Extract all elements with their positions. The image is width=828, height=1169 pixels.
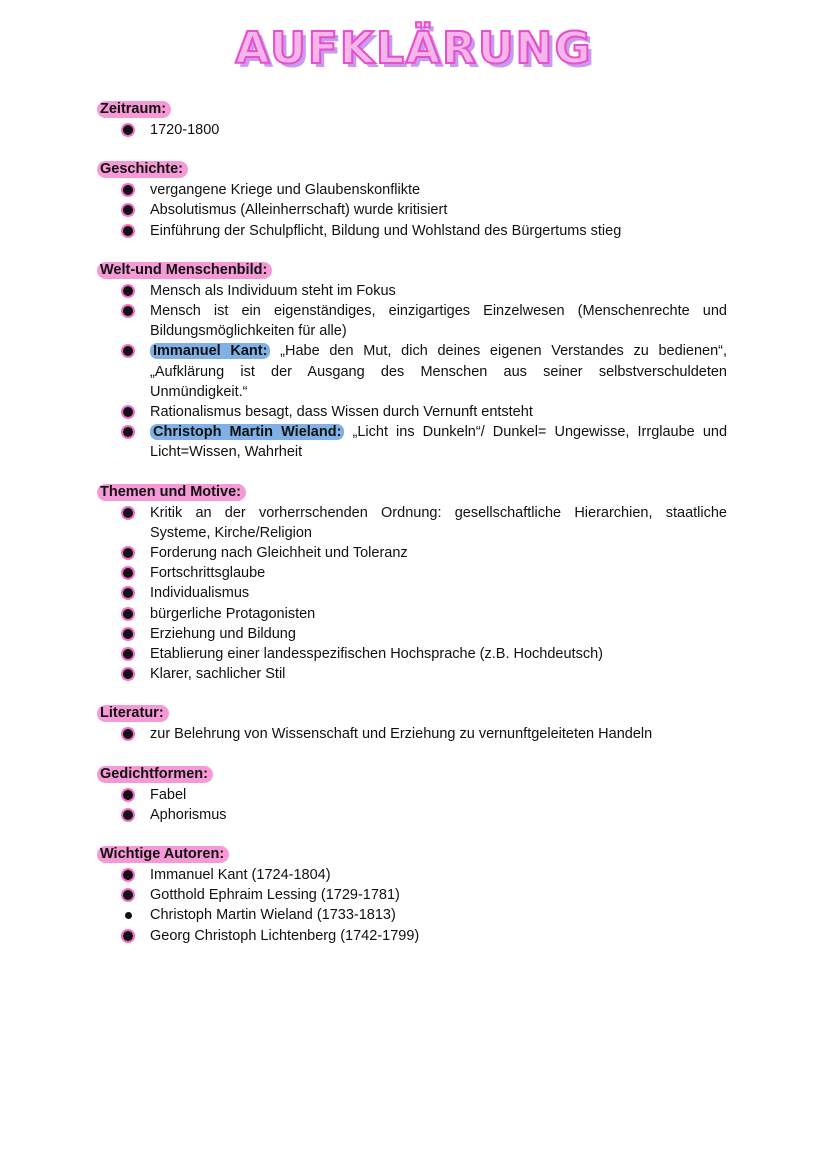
bullet-list <box>100 785 727 825</box>
bullet-icon <box>123 810 133 820</box>
section-gedichtformen <box>100 765 727 825</box>
section-weltbild <box>100 261 727 463</box>
list-item: Einführung der Schulpflicht, Bildung und Wohlstand des Bürgertums stieg <box>100 221 727 241</box>
section-zeitraum <box>100 100 727 140</box>
bullet-list <box>100 180 727 241</box>
list-item: Christoph Martin Wieland (1733-1813) <box>100 905 727 925</box>
list-item: Christoph Martin Wieland: „Licht ins Dunkeln“/ Dunkel= Ungewisse, Irrglaube und Licht=Wissen, Wahrheit <box>100 422 727 462</box>
list-item: Immanuel Kant: „Habe den Mut, dich deines eigenen Verstandes zu bedienen“, „Aufklärung ist der Ausgang des Menschen aus seiner selbstverschuldeten Unmündigkeit.“ <box>100 341 727 402</box>
list-item: Etablierung einer landesspezifischen Hochsprache (z.B. Hochdeutsch) <box>100 644 727 664</box>
section-geschichte <box>100 160 727 241</box>
list-item: Georg Christoph Lichtenberg (1742-1799) <box>100 926 727 946</box>
bullet-icon <box>123 508 133 518</box>
bullet-icon <box>123 790 133 800</box>
list-item: Fabel <box>100 785 727 805</box>
list-item: Mensch als Individuum steht im Fokus <box>100 281 727 301</box>
bullet-icon <box>123 609 133 619</box>
document-body <box>100 100 727 966</box>
bullet-list <box>100 503 727 685</box>
list-item: vergangene Kriege und Glaubenskonflikte <box>100 180 727 200</box>
bullet-list <box>100 120 727 140</box>
bullet-icon <box>123 548 133 558</box>
section-heading: Zeitraum: <box>97 101 171 118</box>
list-item: Forderung nach Gleichheit und Toleranz <box>100 543 727 563</box>
bullet-icon <box>123 649 133 659</box>
section-heading: Gedichtformen: <box>97 766 213 783</box>
bullet-list <box>100 865 727 946</box>
bullet-icon <box>123 226 133 236</box>
section-literatur <box>100 704 727 744</box>
bullet-icon <box>123 870 133 880</box>
section-heading: Geschichte: <box>97 161 188 178</box>
bullet-icon <box>123 205 133 215</box>
section-heading: Literatur: <box>97 705 169 722</box>
list-item: Mensch ist ein eigenständiges, einzigartiges Einzelwesen (Menschenrechte und Bildungsmöglichkeiten für alle) <box>100 301 727 341</box>
list-item: Klarer, sachlicher Stil <box>100 664 727 684</box>
bullet-icon <box>123 568 133 578</box>
list-item: Fortschrittsglaube <box>100 563 727 583</box>
bullet-icon <box>123 125 133 135</box>
bullet-icon <box>123 286 133 296</box>
list-item: Rationalismus besagt, dass Wissen durch Vernunft entsteht <box>100 402 727 422</box>
list-item: Aphorismus <box>100 805 727 825</box>
bullet-icon <box>125 912 132 919</box>
highlighted-name: Immanuel Kant: <box>150 343 270 359</box>
bullet-icon <box>123 629 133 639</box>
section-heading: Themen und Motive: <box>97 484 246 501</box>
bullet-icon <box>123 588 133 598</box>
bullet-icon <box>123 427 133 437</box>
bullet-list <box>100 281 727 463</box>
bullet-icon <box>123 185 133 195</box>
bullet-icon <box>123 346 133 356</box>
bullet-icon <box>123 407 133 417</box>
bullet-icon <box>123 669 133 679</box>
bullet-list <box>100 724 727 744</box>
list-item: Kritik an der vorherrschenden Ordnung: gesellschaftliche Hierarchien, staatliche Systeme, Kirche/Religion <box>100 503 727 543</box>
page-title: AUFKLÄRUNG <box>235 23 593 74</box>
title-area <box>0 18 828 80</box>
bullet-icon <box>123 931 133 941</box>
section-heading: Welt-und Menschenbild: <box>97 262 272 279</box>
list-item: Erziehung und Bildung <box>100 624 727 644</box>
section-heading: Wichtige Autoren: <box>97 846 229 863</box>
list-item: Immanuel Kant (1724-1804) <box>100 865 727 885</box>
section-themen <box>100 483 727 685</box>
list-item: 1720-1800 <box>100 120 727 140</box>
bullet-icon <box>123 890 133 900</box>
bullet-icon <box>123 306 133 316</box>
list-item: Gotthold Ephraim Lessing (1729-1781) <box>100 885 727 905</box>
section-autoren <box>100 845 727 946</box>
list-item: Absolutismus (Alleinherrschaft) wurde kritisiert <box>100 200 727 220</box>
bullet-icon <box>123 729 133 739</box>
list-item: Individualismus <box>100 583 727 603</box>
list-item: zur Belehrung von Wissenschaft und Erziehung zu vernunftgeleiteten Handeln <box>100 724 727 744</box>
list-item: bürgerliche Protagonisten <box>100 604 727 624</box>
highlighted-name: Christoph Martin Wieland: <box>150 424 344 440</box>
